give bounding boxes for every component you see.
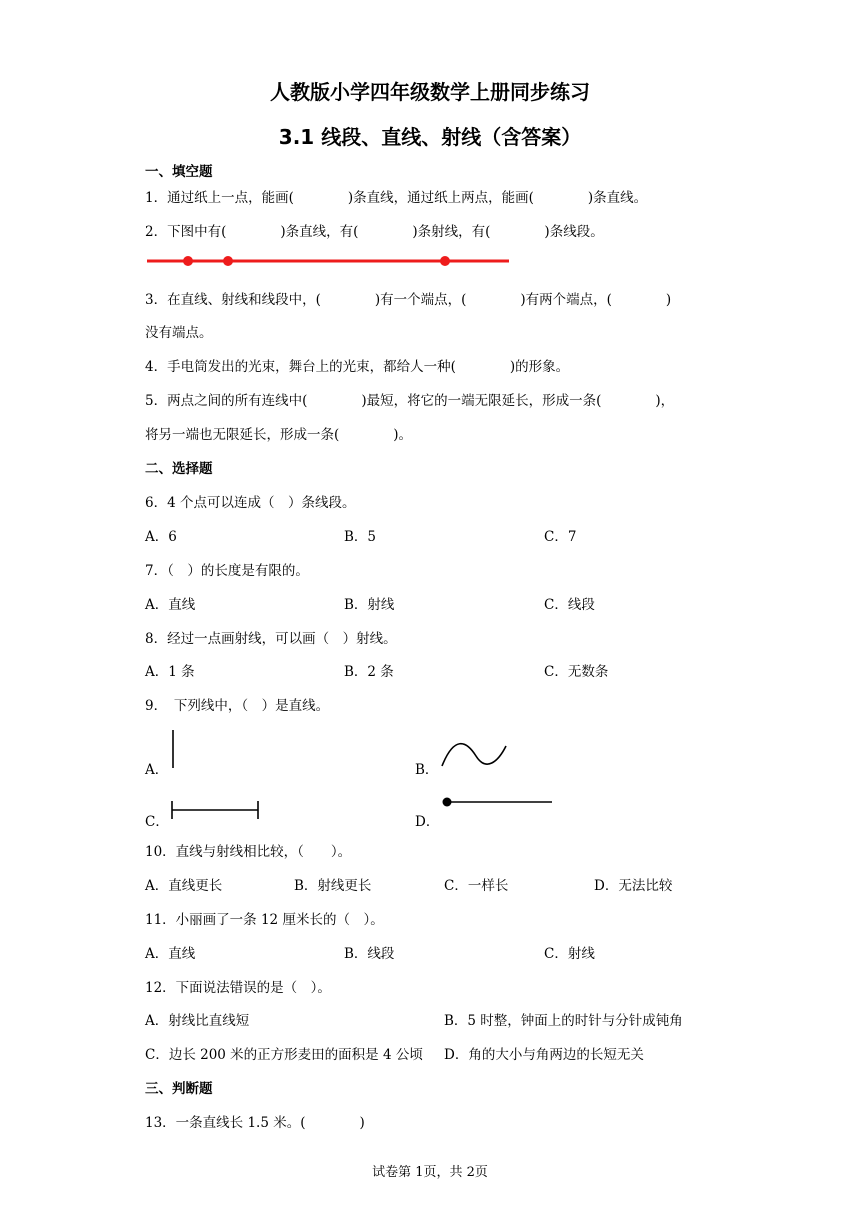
q7-option-c: C．线段 bbox=[544, 597, 595, 613]
q7-option-a: A．直线 bbox=[145, 597, 196, 613]
question-12: 12．下面说法错误的是（ ）。 bbox=[145, 980, 331, 996]
q8-option-a: A．1 条 bbox=[145, 664, 195, 680]
q2-line-figure bbox=[147, 252, 512, 268]
point-1 bbox=[183, 256, 193, 266]
q12-option-a: A．射线比直线短 bbox=[145, 1013, 250, 1029]
page-footer: 试卷第 1页，共 2页 bbox=[372, 1165, 488, 1180]
question-3-line-2: 没有端点。 bbox=[145, 325, 213, 341]
question-5-line-2: 将另一端也无限延长，形成一条( )。 bbox=[145, 427, 413, 443]
question-8: 8．经过一点画射线，可以画（ ）射线。 bbox=[145, 631, 397, 647]
q10-option-d: D．无法比较 bbox=[594, 878, 673, 894]
q9-figure-a-vertical-line bbox=[170, 730, 176, 770]
q9-figure-c-segment bbox=[170, 799, 262, 821]
q11-option-c: C．射线 bbox=[544, 946, 595, 962]
q12-option-d: D．角的大小与角两边的长短无关 bbox=[444, 1047, 644, 1063]
question-1: 1．通过纸上一点，能画( )条直线，通过纸上两点，能画( )条直线。 bbox=[145, 190, 648, 206]
q12-option-c: C．边长 200 米的正方形麦田的面积是 4 公顷 bbox=[145, 1047, 423, 1063]
q9-figure-b-curve bbox=[440, 742, 510, 772]
page-subtitle: 3.1 线段、直线、射线（含答案） bbox=[278, 125, 582, 149]
q9-option-a: A． bbox=[145, 762, 169, 778]
section-heading-fill-blank: 一、填空题 bbox=[145, 164, 213, 180]
question-3-line-1: 3．在直线、射线和线段中，( )有一个端点，( )有两个端点，( ) bbox=[145, 292, 672, 308]
point-3 bbox=[440, 256, 450, 266]
section-heading-choice: 二、选择题 bbox=[145, 461, 213, 477]
q11-option-b: B．线段 bbox=[344, 946, 395, 962]
question-4: 4．手电筒发出的光束，舞台上的光束，都给人一种( )的形象。 bbox=[145, 359, 570, 375]
page-title: 人教版小学四年级数学上册同步练习 bbox=[270, 80, 590, 104]
section-heading-judge: 三、判断题 bbox=[145, 1081, 213, 1097]
q10-option-a: A．直线更长 bbox=[145, 878, 223, 894]
point-2 bbox=[223, 256, 233, 266]
q9-figure-d-ray bbox=[440, 795, 554, 809]
q8-option-b: B．2 条 bbox=[344, 664, 394, 680]
q6-option-c: C．7 bbox=[544, 529, 577, 545]
q7-option-b: B．射线 bbox=[344, 597, 395, 613]
q10-option-c: C．一样长 bbox=[444, 878, 509, 894]
question-2: 2．下图中有( )条直线，有( )条射线，有( )条线段。 bbox=[145, 224, 604, 240]
q9-option-b: B． bbox=[415, 762, 439, 778]
question-6: 6．4 个点可以连成（ ）条线段。 bbox=[145, 495, 356, 511]
question-5-line-1: 5．两点之间的所有连线中( )最短，将它的一端无限延长，形成一条( )， bbox=[145, 393, 675, 409]
q11-option-a: A．直线 bbox=[145, 946, 196, 962]
question-10: 10．直线与射线相比较，（ ）。 bbox=[145, 844, 352, 860]
q12-option-b: B．5 时整，钟面上的时针与分针成钝角 bbox=[444, 1013, 683, 1029]
question-11: 11．小丽画了一条 12 厘米长的（ ）。 bbox=[145, 912, 384, 928]
question-13: 13．一条直线长 1.5 米。( ) bbox=[145, 1115, 365, 1131]
question-7: 7．（ ）的长度是有限的。 bbox=[145, 563, 309, 579]
q9-option-c: C． bbox=[145, 814, 169, 830]
question-9: 9． 下列线中，（ ）是直线。 bbox=[145, 698, 330, 714]
q8-option-c: C．无数条 bbox=[544, 664, 609, 680]
q9-option-d: D． bbox=[415, 814, 440, 830]
q6-option-a: A．6 bbox=[145, 529, 177, 545]
q6-option-b: B．5 bbox=[344, 529, 377, 545]
q10-option-b: B．射线更长 bbox=[294, 878, 372, 894]
